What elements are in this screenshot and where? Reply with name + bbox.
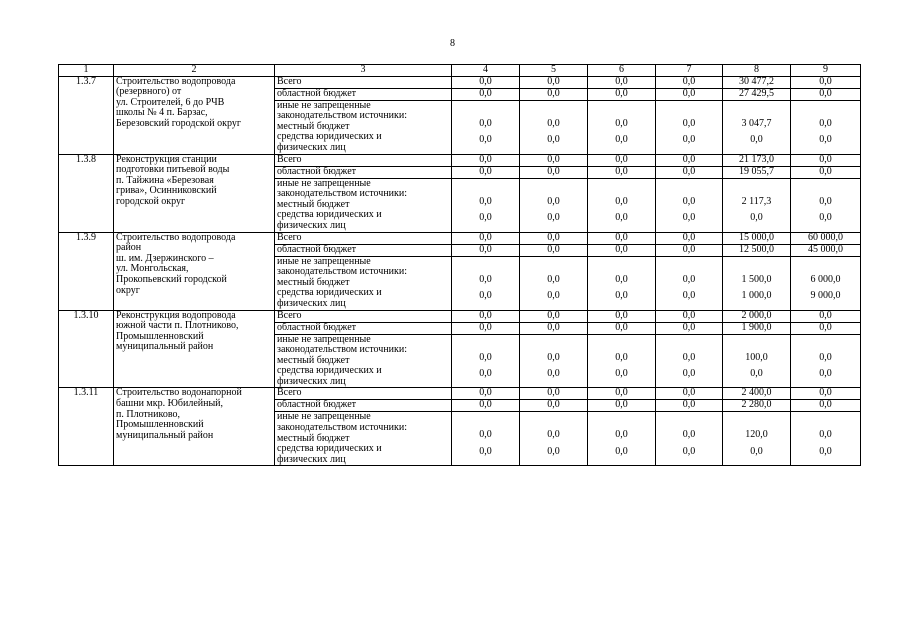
value-other [452,334,520,388]
value-other [452,256,520,310]
source-line: местный бюджет [277,432,350,444]
value-regional: 12 500,0 [723,244,791,256]
value-regional: 0,0 [452,322,520,334]
item-name-line: муниципальный район [116,429,214,441]
value-legal-entities: 0,0 [479,134,492,146]
item-name-line: грива», Осинниковский [116,185,217,197]
value-local-budget: 0,0 [819,351,832,363]
source-line: законодательством источники: [277,266,408,278]
source-total-label: Всего [275,76,452,88]
item-name-line: Промышленновский [116,330,204,342]
value-regional: 0,0 [791,166,861,178]
item-name-line: Строительство водонапорной [116,387,242,399]
item-name-line: Строительство водопровода [116,231,236,243]
value-other [452,412,520,466]
source-line: местный бюджет [277,354,350,366]
source-line: средства юридических и [277,209,382,221]
source-other-label [275,412,452,466]
item-name-line: Реконструкция станции [116,153,217,165]
value-total: 0,0 [656,76,723,88]
value-legal-entities: 0,0 [615,134,628,146]
value-local-budget: 0,0 [682,351,696,363]
source-other-label [275,178,452,232]
value-other [452,100,520,154]
item-name-line: п. Плотниково, [116,408,181,420]
value-total: 0,0 [656,310,723,322]
source-line: иные не запрещенные [277,99,371,111]
value-regional: 0,0 [588,88,656,100]
value-legal-entities: 0,0 [615,368,628,380]
item-name-line: башни мкр. Юбилейный, [116,398,224,410]
item-name-line: район [116,242,142,254]
value-regional: 0,0 [656,166,723,178]
value-local-budget: 0,0 [479,351,492,363]
item-name-line: южной части п. Плотниково, [116,320,239,332]
budget-table [58,64,861,466]
source-regional-label: областной бюджет [275,166,452,178]
table-row [59,310,861,322]
value-total: 15 000,0 [723,232,791,244]
source-line: физических лиц [277,219,346,231]
value-other [588,334,656,388]
value-legal-entities: 0,0 [819,212,832,224]
value-regional: 0,0 [656,88,723,100]
value-legal-entities: 0,0 [479,212,492,224]
column-header: 8 [723,65,791,77]
value-legal-entities: 1 000,0 [741,290,772,302]
value-regional: 0,0 [588,244,656,256]
value-other [588,100,656,154]
column-header: 1 [59,65,114,77]
value-legal-entities: 0,0 [479,446,492,458]
value-legal-entities: 0,0 [547,290,560,302]
value-other [723,334,791,388]
value-legal-entities: 0,0 [750,446,763,458]
value-regional: 0,0 [452,244,520,256]
value-local-budget: 0,0 [615,351,628,363]
value-other [791,412,861,466]
source-line: иные не запрещенные [277,177,371,189]
source-regional-label: областной бюджет [275,322,452,334]
value-other [791,334,861,388]
item-name-line: городской округ [116,195,186,207]
value-other [791,256,861,310]
value-regional: 0,0 [520,244,588,256]
source-line: местный бюджет [277,198,350,210]
source-total-label: Всего [275,232,452,244]
value-total: 30 477,2 [723,76,791,88]
value-total: 2 400,0 [723,388,791,400]
value-legal-entities: 0,0 [682,290,696,302]
value-local-budget: 0,0 [547,117,560,129]
table-row [59,154,861,166]
value-local-budget: 0,0 [547,195,560,207]
value-local-budget: 0,0 [547,273,560,285]
item-name-line: ул. Монгольская, [116,263,189,275]
item-number: 1.3.10 [59,310,114,388]
value-legal-entities: 9 000,0 [810,290,841,302]
value-legal-entities: 0,0 [682,446,696,458]
value-regional: 0,0 [520,400,588,412]
item-number: 1.3.11 [59,388,114,466]
column-header: 6 [588,65,656,77]
value-local-budget: 0,0 [819,117,832,129]
value-total: 0,0 [520,310,588,322]
value-regional: 0,0 [588,322,656,334]
source-other-label [275,334,452,388]
item-name-line: Реконструкция водопровода [116,309,236,321]
item-name-line: ш. им. Дзержинского – [116,252,214,264]
value-legal-entities: 0,0 [547,134,560,146]
table-row [59,76,861,88]
value-total: 0,0 [791,388,861,400]
item-name-line: муниципальный район [116,341,214,353]
value-legal-entities: 0,0 [682,368,696,380]
source-line: иные не запрещенные [277,255,371,267]
value-local-budget: 0,0 [547,429,560,441]
value-local-budget: 0,0 [615,117,628,129]
value-local-budget: 6 000,0 [810,273,841,285]
value-regional: 0,0 [452,400,520,412]
value-total: 0,0 [452,232,520,244]
value-total: 0,0 [791,310,861,322]
value-other [656,334,723,388]
value-regional: 0,0 [791,322,861,334]
value-legal-entities: 0,0 [479,290,492,302]
value-total: 21 173,0 [723,154,791,166]
column-header: 7 [656,65,723,77]
value-regional: 27 429,5 [723,88,791,100]
value-regional: 0,0 [791,400,861,412]
value-regional: 0,0 [452,88,520,100]
value-total: 0,0 [452,310,520,322]
value-local-budget: 0,0 [479,117,492,129]
source-line: средства юридических и [277,131,382,143]
value-other [520,412,588,466]
column-header: 5 [520,65,588,77]
value-legal-entities: 0,0 [547,368,560,380]
value-regional: 45 000,0 [791,244,861,256]
value-regional: 0,0 [520,88,588,100]
table-body [59,65,861,466]
value-other [723,178,791,232]
value-regional: 0,0 [588,166,656,178]
value-legal-entities: 0,0 [682,212,696,224]
item-name-line: Прокопьевский городской [116,273,227,285]
item-name-line: подготовки питьевой воды [116,164,230,176]
source-regional-label: областной бюджет [275,400,452,412]
source-regional-label: областной бюджет [275,88,452,100]
source-line: законодательством источники: [277,344,408,356]
item-name-line: Промышленновский [116,419,204,431]
value-legal-entities: 0,0 [819,446,832,458]
source-line: местный бюджет [277,120,350,132]
value-local-budget: 3 047,7 [741,117,772,129]
source-line: физических лиц [277,375,346,387]
value-regional: 0,0 [791,88,861,100]
source-total-label: Всего [275,388,452,400]
value-local-budget: 0,0 [615,429,628,441]
value-total: 0,0 [588,154,656,166]
value-other [656,178,723,232]
table-row [59,388,861,400]
item-name-line: школы № 4 п. Барзас, [116,107,208,119]
value-other [723,100,791,154]
item-name [114,154,275,232]
column-header: 2 [114,65,275,77]
value-total: 0,0 [656,232,723,244]
value-legal-entities: 0,0 [750,212,763,224]
source-line: физических лиц [277,453,346,465]
value-legal-entities: 0,0 [819,134,832,146]
value-legal-entities: 0,0 [615,446,628,458]
value-regional: 1 900,0 [723,322,791,334]
header-row [59,65,861,77]
value-other [656,100,723,154]
column-header: 3 [275,65,452,77]
value-legal-entities: 0,0 [615,290,628,302]
value-local-budget: 100,0 [745,351,768,363]
value-legal-entities: 0,0 [750,134,763,146]
value-other [791,178,861,232]
table-row [59,232,861,244]
value-local-budget: 0,0 [479,429,492,441]
value-other [520,178,588,232]
value-legal-entities: 0,0 [547,446,560,458]
source-line: законодательством источники: [277,422,408,434]
value-total: 0,0 [520,232,588,244]
value-other [723,256,791,310]
value-total: 0,0 [656,154,723,166]
value-local-budget: 0,0 [682,117,696,129]
source-line: физических лиц [277,141,346,153]
source-total-label: Всего [275,154,452,166]
item-name-line: ул. Строителей, 6 до РЧВ [116,96,225,108]
value-total: 0,0 [452,388,520,400]
value-total: 0,0 [588,232,656,244]
source-line: средства юридических и [277,443,382,455]
value-regional: 0,0 [656,244,723,256]
value-other [520,256,588,310]
value-total: 0,0 [520,388,588,400]
item-name-line: п. Тайжина «Березовая [116,174,214,186]
value-total: 0,0 [452,154,520,166]
value-total: 0,0 [588,388,656,400]
value-regional: 2 280,0 [723,400,791,412]
item-name-line: Березовский городской округ [116,117,241,129]
item-name-line: округ [116,284,140,296]
value-other [656,256,723,310]
value-regional: 0,0 [520,166,588,178]
value-total: 0,0 [520,154,588,166]
value-other [791,100,861,154]
item-name [114,76,275,154]
value-local-budget: 0,0 [819,429,832,441]
value-legal-entities: 0,0 [547,212,560,224]
value-total: 0,0 [791,154,861,166]
value-local-budget: 0,0 [615,273,628,285]
source-line: законодательством источники: [277,110,408,122]
item-number: 1.3.9 [59,232,114,310]
value-total: 0,0 [791,76,861,88]
item-name [114,310,275,388]
value-local-budget: 2 117,3 [741,195,772,207]
value-regional: 0,0 [520,322,588,334]
value-other [588,412,656,466]
value-other [723,412,791,466]
value-total: 0,0 [588,76,656,88]
column-header: 4 [452,65,520,77]
value-legal-entities: 0,0 [750,368,763,380]
value-regional: 0,0 [656,400,723,412]
column-header: 9 [791,65,861,77]
value-total: 60 000,0 [791,232,861,244]
source-line: законодательством источники: [277,188,408,200]
value-total: 0,0 [520,76,588,88]
item-name [114,232,275,310]
value-regional: 19 055,7 [723,166,791,178]
page-number: 8 [450,38,455,49]
value-local-budget: 0,0 [682,195,696,207]
value-legal-entities: 0,0 [615,212,628,224]
source-line: средства юридических и [277,287,382,299]
item-name-line: Строительство водопровода [116,75,236,87]
value-local-budget: 0,0 [615,195,628,207]
value-total: 0,0 [656,388,723,400]
source-line: иные не запрещенные [277,333,371,345]
value-other [588,178,656,232]
item-number: 1.3.8 [59,154,114,232]
source-regional-label: областной бюджет [275,244,452,256]
value-regional: 0,0 [452,166,520,178]
value-other [656,412,723,466]
value-local-budget: 0,0 [682,429,696,441]
value-regional: 0,0 [588,400,656,412]
source-line: средства юридических и [277,365,382,377]
value-total: 2 000,0 [723,310,791,322]
value-other [588,256,656,310]
value-local-budget: 1 500,0 [741,273,772,285]
value-local-budget: 0,0 [547,351,560,363]
value-local-budget: 0,0 [479,273,492,285]
source-line: физических лиц [277,297,346,309]
value-other [520,100,588,154]
value-total: 0,0 [452,76,520,88]
value-local-budget: 0,0 [682,273,696,285]
value-local-budget: 0,0 [819,195,832,207]
value-legal-entities: 0,0 [682,134,696,146]
value-regional: 0,0 [656,322,723,334]
value-other [452,178,520,232]
value-legal-entities: 0,0 [479,368,492,380]
source-line: иные не запрещенные [277,411,371,423]
item-number: 1.3.7 [59,76,114,154]
item-name [114,388,275,466]
value-legal-entities: 0,0 [819,368,832,380]
value-local-budget: 0,0 [479,195,492,207]
item-name-line: (резервного) от [116,86,182,98]
source-other-label [275,100,452,154]
value-local-budget: 120,0 [745,429,768,441]
value-other [520,334,588,388]
source-other-label [275,256,452,310]
source-line: местный бюджет [277,276,350,288]
value-total: 0,0 [588,310,656,322]
source-total-label: Всего [275,310,452,322]
